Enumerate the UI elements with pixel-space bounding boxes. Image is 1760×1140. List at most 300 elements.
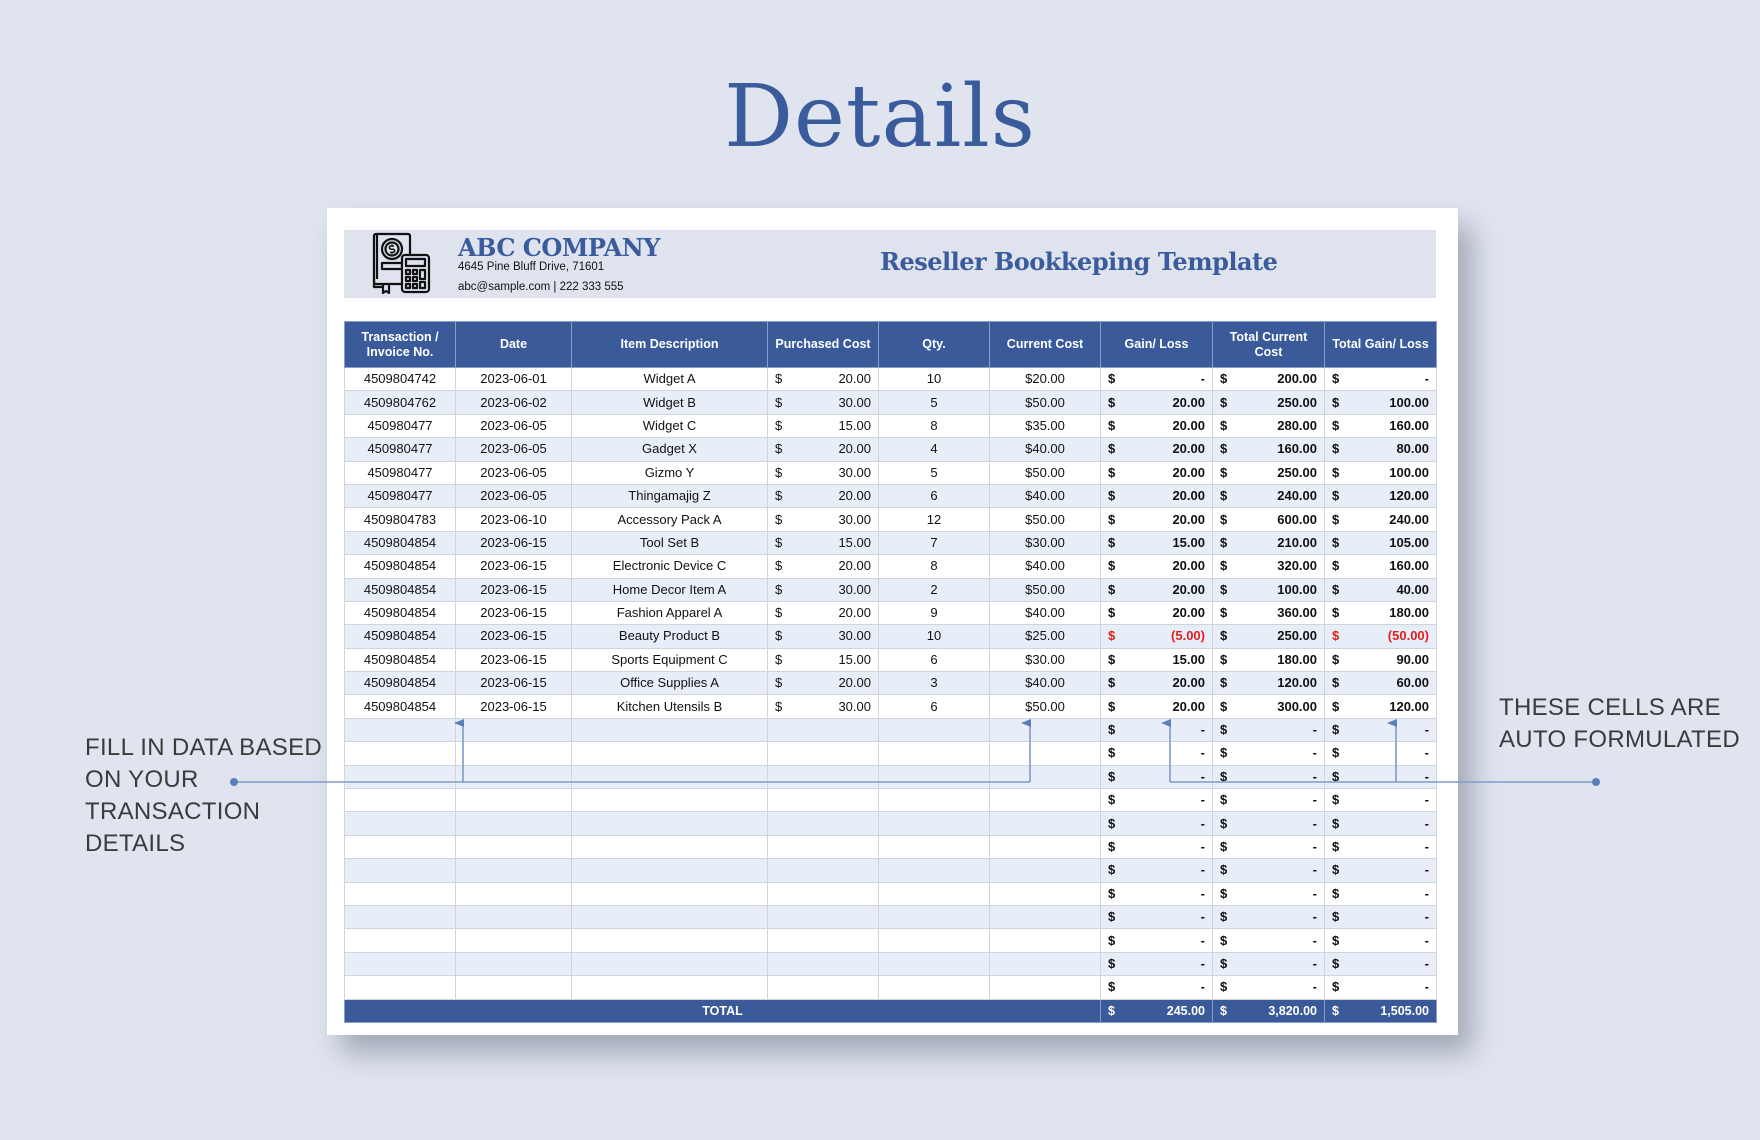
currency-symbol: $: [1108, 955, 1116, 971]
purchased-cost-cell[interactable]: [768, 484, 879, 507]
purchased-cost-cell[interactable]: [768, 835, 879, 858]
purchased-cost-cell[interactable]: [768, 789, 879, 812]
invoice-cell[interactable]: [345, 835, 456, 858]
current-cost-cell[interactable]: [990, 765, 1101, 788]
total-gain-loss-cell-value: 100.00: [1389, 394, 1429, 410]
empty-table-row: [345, 859, 1437, 882]
invoice-cell[interactable]: [345, 882, 456, 905]
total-current-cost-cell[interactable]: [1213, 976, 1325, 999]
purchased-cost-cell[interactable]: [768, 952, 879, 975]
purchased-cost-cell[interactable]: [768, 742, 879, 765]
total-current-cost-cell-value: 600.00: [1277, 511, 1317, 527]
date-cell[interactable]: [456, 718, 572, 741]
total-gain-loss-cell[interactable]: [1325, 765, 1437, 788]
total-current-cost-cell[interactable]: [1213, 695, 1325, 718]
current-cost-cell[interactable]: [990, 952, 1101, 975]
purchased-cost-cell[interactable]: [768, 672, 879, 695]
total-gain-loss-cell-value: -: [1424, 768, 1429, 784]
total-gain-loss-cell[interactable]: [1325, 601, 1437, 624]
invoice-cell[interactable]: 450980477: [345, 484, 456, 507]
total-gain-loss-cell[interactable]: [1325, 718, 1437, 741]
gain-loss-cell[interactable]: [1101, 742, 1213, 765]
current-cost-cell[interactable]: $40.00: [990, 555, 1101, 578]
currency-symbol: $: [1108, 909, 1116, 925]
invoice-cell[interactable]: [345, 929, 456, 952]
empty-table-row: [345, 765, 1437, 788]
total-gain-loss-cell[interactable]: [1325, 672, 1437, 695]
purchased-cost-cell-value: 20.00: [838, 488, 871, 504]
current-cost-cell[interactable]: $40.00: [990, 484, 1101, 507]
date-cell[interactable]: 2023-06-05: [456, 461, 572, 484]
total-gain-loss-cell[interactable]: [1325, 508, 1437, 531]
qty-cell[interactable]: [879, 835, 990, 858]
total-gain-loss-cell[interactable]: [1325, 438, 1437, 461]
total-current-cost-cell[interactable]: [1213, 648, 1325, 671]
total-gain-loss-cell[interactable]: [1325, 414, 1437, 437]
item-cell[interactable]: [572, 952, 768, 975]
invoice-cell[interactable]: 450980477: [345, 461, 456, 484]
gain-loss-cell[interactable]: [1101, 601, 1213, 624]
date-cell[interactable]: [456, 859, 572, 882]
gain-loss-cell[interactable]: [1101, 438, 1213, 461]
date-cell[interactable]: 2023-06-15: [456, 625, 572, 648]
total-current-cost-cell-value: 200.00: [1277, 371, 1317, 387]
total-current-cost-cell[interactable]: [1213, 905, 1325, 928]
date-cell[interactable]: 2023-06-15: [456, 695, 572, 718]
date-cell[interactable]: 2023-06-15: [456, 531, 572, 554]
date-cell[interactable]: [456, 789, 572, 812]
column-header-gain-loss: Gain/ Loss: [1101, 322, 1213, 368]
total-gain-loss-cell[interactable]: [1325, 882, 1437, 905]
invoice-cell[interactable]: [345, 718, 456, 741]
qty-cell[interactable]: [879, 976, 990, 999]
date-cell[interactable]: 2023-06-10: [456, 508, 572, 531]
gain-loss-cell[interactable]: [1101, 976, 1213, 999]
currency-symbol: $: [1108, 628, 1116, 644]
qty-cell[interactable]: [879, 789, 990, 812]
item-cell[interactable]: Electronic Device C: [572, 555, 768, 578]
total-gain-loss-cell[interactable]: [1325, 484, 1437, 507]
item-cell[interactable]: Fashion Apparel A: [572, 601, 768, 624]
item-cell[interactable]: Home Decor Item A: [572, 578, 768, 601]
qty-cell[interactable]: [879, 905, 990, 928]
current-cost-cell[interactable]: $50.00: [990, 578, 1101, 601]
column-header-invoice: Transaction / Invoice No.: [345, 322, 456, 368]
total-label: TOTAL: [345, 999, 1101, 1022]
date-cell[interactable]: 2023-06-05: [456, 484, 572, 507]
qty-cell[interactable]: 8: [879, 555, 990, 578]
total-gain-loss-cell[interactable]: [1325, 578, 1437, 601]
gain-loss-cell[interactable]: [1101, 929, 1213, 952]
currency-symbol: $: [1220, 371, 1228, 387]
total-gain-loss-cell[interactable]: [1325, 625, 1437, 648]
purchased-cost-cell[interactable]: [768, 625, 879, 648]
company-contact: abc@sample.com | 222 333 555: [458, 281, 624, 293]
purchased-cost-cell[interactable]: [768, 555, 879, 578]
purchased-cost-cell[interactable]: [768, 929, 879, 952]
item-cell[interactable]: Widget B: [572, 391, 768, 414]
total-current-cost-cell[interactable]: [1213, 484, 1325, 507]
qty-cell[interactable]: [879, 952, 990, 975]
gain-loss-cell-value: -: [1200, 862, 1205, 878]
gain-loss-cell[interactable]: [1101, 555, 1213, 578]
table-row: [345, 672, 1437, 695]
qty-cell[interactable]: 7: [879, 531, 990, 554]
purchased-cost-cell[interactable]: [768, 438, 879, 461]
item-cell[interactable]: Accessory Pack A: [572, 508, 768, 531]
date-cell[interactable]: 2023-06-05: [456, 438, 572, 461]
total-gain-loss-cell-value: -: [1424, 955, 1429, 971]
currency-symbol: $: [1108, 581, 1116, 597]
current-cost-cell[interactable]: $50.00: [990, 695, 1101, 718]
invoice-cell[interactable]: 4509804854: [345, 625, 456, 648]
currency-symbol: $: [1108, 511, 1116, 527]
date-cell[interactable]: 2023-06-01: [456, 368, 572, 391]
total-current-cost-cell[interactable]: [1213, 461, 1325, 484]
table-row: [345, 695, 1437, 718]
qty-cell[interactable]: [879, 742, 990, 765]
current-cost-cell[interactable]: [990, 789, 1101, 812]
current-cost-cell[interactable]: [990, 929, 1101, 952]
current-cost-cell[interactable]: [990, 859, 1101, 882]
current-cost-cell[interactable]: $35.00: [990, 414, 1101, 437]
current-cost-cell[interactable]: [990, 835, 1101, 858]
qty-cell[interactable]: 6: [879, 695, 990, 718]
transactions-table: [344, 321, 1437, 1023]
gain-loss-cell[interactable]: [1101, 391, 1213, 414]
current-cost-cell[interactable]: $20.00: [990, 368, 1101, 391]
total-current-cost-cell-value: -: [1312, 932, 1317, 948]
currency-symbol: $: [1332, 628, 1340, 644]
date-cell[interactable]: [456, 905, 572, 928]
total-gain-loss-cell-value: -: [1424, 839, 1429, 854]
gain-loss-cell-value: -: [1200, 839, 1205, 854]
gain-loss-cell[interactable]: [1101, 368, 1213, 391]
purchased-cost-cell[interactable]: [768, 905, 879, 928]
item-cell[interactable]: Beauty Product B: [572, 625, 768, 648]
item-cell[interactable]: [572, 742, 768, 765]
invoice-cell[interactable]: 4509804854: [345, 531, 456, 554]
purchased-cost-cell[interactable]: [768, 461, 879, 484]
date-cell[interactable]: 2023-06-15: [456, 578, 572, 601]
purchased-cost-cell[interactable]: [768, 976, 879, 999]
purchased-cost-cell[interactable]: [768, 648, 879, 671]
purchased-cost-cell-value: 20.00: [838, 371, 871, 387]
currency-symbol: $: [1108, 371, 1116, 387]
invoice-cell[interactable]: 4509804854: [345, 672, 456, 695]
item-cell[interactable]: [572, 929, 768, 952]
total-current-cost-cell[interactable]: [1213, 835, 1325, 858]
purchased-cost-cell-value: 15.00: [838, 417, 871, 433]
item-cell[interactable]: [572, 905, 768, 928]
total-current-cost-cell[interactable]: [1213, 882, 1325, 905]
purchased-cost-cell[interactable]: [768, 718, 879, 741]
total-current-cost-cell[interactable]: [1213, 438, 1325, 461]
purchased-cost-cell[interactable]: [768, 531, 879, 554]
current-cost-cell[interactable]: [990, 742, 1101, 765]
current-cost-cell[interactable]: [990, 718, 1101, 741]
date-cell[interactable]: [456, 882, 572, 905]
gain-loss-cell[interactable]: [1101, 508, 1213, 531]
gain-loss-cell[interactable]: [1101, 531, 1213, 554]
total-gain-loss-cell[interactable]: [1325, 648, 1437, 671]
purchased-cost-cell-value: 20.00: [838, 441, 871, 457]
gain-loss-cell[interactable]: [1101, 812, 1213, 835]
total-current-cost-cell[interactable]: [1213, 859, 1325, 882]
total-current-cost-cell[interactable]: [1213, 812, 1325, 835]
currency-symbol: $: [1108, 768, 1116, 784]
item-cell[interactable]: Tool Set B: [572, 531, 768, 554]
total-current-cost-cell[interactable]: [1213, 555, 1325, 578]
purchased-cost-cell[interactable]: [768, 765, 879, 788]
qty-cell[interactable]: 6: [879, 648, 990, 671]
item-cell[interactable]: [572, 859, 768, 882]
table-row: [345, 461, 1437, 484]
item-cell[interactable]: Widget C: [572, 414, 768, 437]
gain-loss-cell[interactable]: [1101, 414, 1213, 437]
qty-cell[interactable]: [879, 882, 990, 905]
total-gain-loss-cell[interactable]: [1325, 835, 1437, 858]
current-cost-cell[interactable]: $50.00: [990, 508, 1101, 531]
gain-loss-cell[interactable]: [1101, 859, 1213, 882]
gain-loss-cell[interactable]: [1101, 882, 1213, 905]
qty-cell[interactable]: [879, 859, 990, 882]
gain-loss-cell[interactable]: [1101, 789, 1213, 812]
total-gain-loss-cell[interactable]: [1325, 391, 1437, 414]
invoice-cell[interactable]: 4509804854: [345, 601, 456, 624]
qty-cell[interactable]: 10: [879, 625, 990, 648]
gain-loss-cell[interactable]: [1101, 765, 1213, 788]
qty-cell[interactable]: [879, 812, 990, 835]
total-gain-loss-cell[interactable]: [1325, 695, 1437, 718]
invoice-cell[interactable]: [345, 789, 456, 812]
purchased-cost-cell[interactable]: [768, 508, 879, 531]
total-gain-loss-cell[interactable]: [1325, 976, 1437, 999]
total-gain-loss-cell[interactable]: [1325, 905, 1437, 928]
qty-cell[interactable]: 10: [879, 368, 990, 391]
date-cell[interactable]: 2023-06-02: [456, 391, 572, 414]
invoice-cell[interactable]: 4509804854: [345, 648, 456, 671]
current-cost-cell[interactable]: $40.00: [990, 672, 1101, 695]
purchased-cost-cell[interactable]: [768, 601, 879, 624]
current-cost-cell[interactable]: $30.00: [990, 531, 1101, 554]
item-cell[interactable]: Widget A: [572, 368, 768, 391]
current-cost-cell[interactable]: $40.00: [990, 601, 1101, 624]
gain-loss-cell-value: 20.00: [1172, 675, 1205, 691]
currency-symbol: $: [1332, 698, 1340, 714]
current-cost-cell[interactable]: [990, 976, 1101, 999]
total-current-cost-cell[interactable]: [1213, 601, 1325, 624]
date-cell[interactable]: 2023-06-15: [456, 648, 572, 671]
purchased-cost-cell[interactable]: [768, 578, 879, 601]
invoice-cell[interactable]: 450980477: [345, 438, 456, 461]
item-cell[interactable]: [572, 812, 768, 835]
purchased-cost-cell-value: 30.00: [838, 698, 871, 714]
current-cost-cell[interactable]: $25.00: [990, 625, 1101, 648]
qty-cell[interactable]: [879, 929, 990, 952]
qty-cell[interactable]: 3: [879, 672, 990, 695]
currency-symbol: $: [1332, 371, 1340, 387]
invoice-cell[interactable]: [345, 859, 456, 882]
total-gain-loss-cell[interactable]: [1325, 859, 1437, 882]
invoice-cell[interactable]: [345, 765, 456, 788]
purchased-cost-cell[interactable]: [768, 695, 879, 718]
total-gain-loss-cell-value: (50.00): [1387, 628, 1429, 644]
gain-loss-cell[interactable]: [1101, 578, 1213, 601]
purchased-cost-cell-value: 20.00: [838, 675, 871, 691]
total-gain-loss-cell[interactable]: [1325, 952, 1437, 975]
total-current-cost-cell[interactable]: [1213, 765, 1325, 788]
invoice-cell[interactable]: [345, 952, 456, 975]
invoice-cell[interactable]: 4509804854: [345, 555, 456, 578]
empty-table-row: [345, 952, 1437, 975]
total-current-cost-cell[interactable]: [1213, 578, 1325, 601]
item-cell[interactable]: Office Supplies A: [572, 672, 768, 695]
gain-loss-cell[interactable]: [1101, 648, 1213, 671]
current-cost-cell[interactable]: $50.00: [990, 391, 1101, 414]
total-gain-loss-cell[interactable]: [1325, 812, 1437, 835]
column-header-item: Item Description: [572, 322, 768, 368]
total-gain-loss-cell[interactable]: [1325, 742, 1437, 765]
total-current-cost-cell-value: -: [1312, 745, 1317, 761]
total-current-cost-cell[interactable]: [1213, 391, 1325, 414]
purchased-cost-cell[interactable]: [768, 414, 879, 437]
invoice-cell[interactable]: 4509804854: [345, 695, 456, 718]
qty-cell[interactable]: 6: [879, 484, 990, 507]
invoice-cell[interactable]: 4509804783: [345, 508, 456, 531]
total-current-cost-cell[interactable]: [1213, 625, 1325, 648]
gain-loss-cell[interactable]: [1101, 952, 1213, 975]
gain-loss-cell-value: -: [1200, 792, 1205, 808]
total-current-cost-cell-value: 240.00: [1277, 488, 1317, 504]
column-header-total-current-cost: Total Current Cost: [1213, 322, 1325, 368]
invoice-cell[interactable]: [345, 812, 456, 835]
item-cell[interactable]: Sports Equipment C: [572, 648, 768, 671]
purchased-cost-cell[interactable]: [768, 882, 879, 905]
invoice-cell[interactable]: 4509804742: [345, 368, 456, 391]
item-cell[interactable]: [572, 976, 768, 999]
currency-symbol: $: [1220, 628, 1228, 644]
current-cost-cell[interactable]: [990, 812, 1101, 835]
currency-symbol: $: [1332, 464, 1340, 480]
qty-cell[interactable]: 12: [879, 508, 990, 531]
total-gain-loss-cell[interactable]: [1325, 929, 1437, 952]
current-cost-cell[interactable]: [990, 905, 1101, 928]
empty-table-row: [345, 929, 1437, 952]
total-current-cost-cell[interactable]: [1213, 789, 1325, 812]
item-cell[interactable]: [572, 718, 768, 741]
total-gain-loss-cell[interactable]: [1325, 461, 1437, 484]
total-current-cost-cell[interactable]: [1213, 368, 1325, 391]
gain-loss-cell[interactable]: [1101, 695, 1213, 718]
date-cell[interactable]: 2023-06-15: [456, 555, 572, 578]
item-cell[interactable]: [572, 789, 768, 812]
invoice-cell[interactable]: [345, 742, 456, 765]
total-current-cost-cell[interactable]: [1213, 952, 1325, 975]
date-cell[interactable]: 2023-06-15: [456, 601, 572, 624]
item-cell[interactable]: Thingamajig Z: [572, 484, 768, 507]
current-cost-cell[interactable]: $50.00: [990, 461, 1101, 484]
total-current-cost-cell[interactable]: [1213, 531, 1325, 554]
gain-loss-cell[interactable]: [1101, 461, 1213, 484]
current-cost-cell[interactable]: $40.00: [990, 438, 1101, 461]
date-cell[interactable]: [456, 929, 572, 952]
invoice-cell[interactable]: 4509804762: [345, 391, 456, 414]
currency-symbol: $: [1332, 909, 1340, 925]
date-cell[interactable]: [456, 976, 572, 999]
gain-loss-cell[interactable]: [1101, 905, 1213, 928]
total-gain-loss-cell[interactable]: [1325, 531, 1437, 554]
date-cell[interactable]: [456, 742, 572, 765]
gain-loss-cell[interactable]: [1101, 625, 1213, 648]
total-gain-loss-cell[interactable]: [1325, 789, 1437, 812]
purchased-cost-cell[interactable]: [768, 391, 879, 414]
purchased-cost-cell[interactable]: [768, 859, 879, 882]
currency-symbol: $: [1332, 815, 1340, 831]
total-current-cost-cell-value: 180.00: [1277, 651, 1317, 667]
qty-cell[interactable]: 8: [879, 414, 990, 437]
qty-cell[interactable]: 5: [879, 461, 990, 484]
item-cell[interactable]: Kitchen Utensils B: [572, 695, 768, 718]
total-current-cost-cell[interactable]: [1213, 414, 1325, 437]
gain-loss-cell-value: 20.00: [1172, 488, 1205, 504]
purchased-cost-cell[interactable]: [768, 368, 879, 391]
gain-loss-cell[interactable]: [1101, 484, 1213, 507]
qty-cell[interactable]: 5: [879, 391, 990, 414]
qty-cell[interactable]: 4: [879, 438, 990, 461]
date-cell[interactable]: [456, 835, 572, 858]
total-current-cost-cell[interactable]: [1213, 672, 1325, 695]
currency-symbol: $: [1108, 932, 1116, 948]
currency-symbol: $: [1108, 464, 1116, 480]
item-cell[interactable]: [572, 882, 768, 905]
date-cell[interactable]: [456, 812, 572, 835]
qty-cell[interactable]: [879, 765, 990, 788]
purchased-cost-cell[interactable]: [768, 812, 879, 835]
total-gain-loss-cell[interactable]: [1325, 555, 1437, 578]
current-cost-cell[interactable]: $30.00: [990, 648, 1101, 671]
item-cell[interactable]: [572, 765, 768, 788]
item-cell[interactable]: Gadget X: [572, 438, 768, 461]
gain-loss-cell[interactable]: [1101, 835, 1213, 858]
invoice-cell[interactable]: [345, 905, 456, 928]
invoice-cell[interactable]: 4509804854: [345, 578, 456, 601]
current-cost-cell[interactable]: [990, 882, 1101, 905]
date-cell[interactable]: 2023-06-15: [456, 672, 572, 695]
qty-cell[interactable]: 2: [879, 578, 990, 601]
total-current-cost-cell-value: -: [1312, 722, 1317, 738]
item-cell[interactable]: Gizmo Y: [572, 461, 768, 484]
item-cell[interactable]: [572, 835, 768, 858]
invoice-cell[interactable]: 450980477: [345, 414, 456, 437]
total-current-cost-cell[interactable]: [1213, 929, 1325, 952]
gain-loss-cell[interactable]: [1101, 672, 1213, 695]
total-current-cost-cell[interactable]: [1213, 742, 1325, 765]
gain-loss-cell-value: -: [1200, 979, 1205, 995]
total-current-cost-cell[interactable]: [1213, 508, 1325, 531]
total-gain-loss-cell-value: 160.00: [1389, 558, 1429, 574]
qty-cell[interactable]: [879, 718, 990, 741]
gain-loss-cell[interactable]: [1101, 718, 1213, 741]
total-current-cost-cell[interactable]: [1213, 718, 1325, 741]
date-cell[interactable]: [456, 952, 572, 975]
qty-cell[interactable]: 9: [879, 601, 990, 624]
total-current-cost-cell-value: 160.00: [1277, 441, 1317, 457]
total-gain-loss-cell[interactable]: [1325, 368, 1437, 391]
date-cell[interactable]: 2023-06-05: [456, 414, 572, 437]
date-cell[interactable]: [456, 765, 572, 788]
invoice-cell[interactable]: [345, 976, 456, 999]
